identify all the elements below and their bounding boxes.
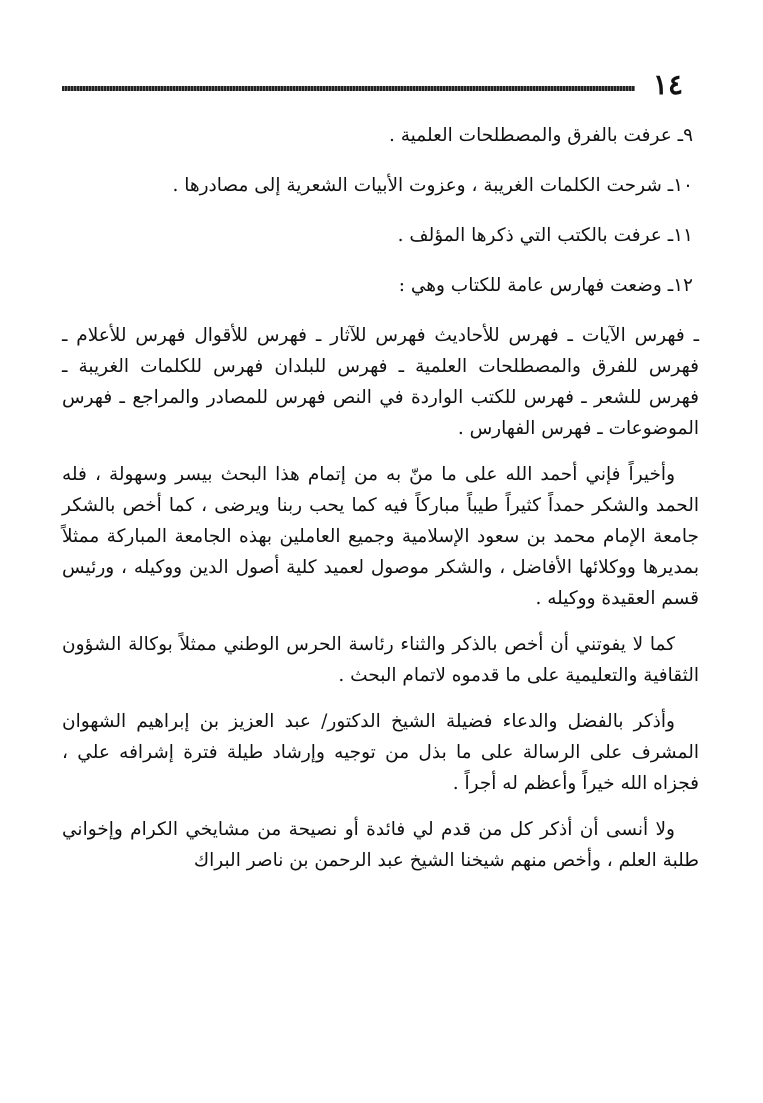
page-number: ١٤ xyxy=(652,68,683,101)
teachers-paragraph: ولا أنسى أن أذكر كل من قدم لي فائدة أو نصيحة من مشايخي الكرام وإخواني طلبة العلم ، وأخص منهم شيخنا الشيخ عبد الرحمن بن ناصر البراك xyxy=(62,819,699,871)
index-list-paragraph: ـ فهرس الآيات ـ فهرس للأحاديث فهرس للآثار ـ فهرس للأقوال فهرس للأعلام ـ فهرس للفرق والمصطلحات العلمية ـ فهرس للبلدان فهرس للكلمات الغريبة ـ فهرس للشعر ـ فهرس للكتب الواردة في النص فهرس للمصادر والمراجع ـ فهرس الموضوعات ـ فهرس الفهارس . xyxy=(62,325,699,439)
list-item: ١١ـ عرفت بالكتب التي ذكرها المؤلف . xyxy=(397,225,693,246)
list-item: ٩ـ عرفت بالفرق والمصطلحات العلمية . xyxy=(388,125,693,146)
page-body xyxy=(62,120,699,891)
list-item: ١٠ـ شرحت الكلمات الغريبة ، وعزوت الأبيات الشعرية إلى مصادرها . xyxy=(172,175,693,196)
supervisor-paragraph: وأذكر بالفضل والدعاء فضيلة الشيخ الدكتور/ عبد العزيز بن إبراهيم الشهوان المشرف على الرسالة على ما بذل من توجيه وإرشاد طيلة فترة إشرافه علي ، فجزاه الله خيراً وأعظم له أجراً . xyxy=(62,711,699,794)
national-guard-paragraph: كما لا يفوتني أن أخص بالذكر والثناء رئاسة الحرس الوطني ممثلاً بوكالة الشؤون الثقافية والتعليمية على ما قدموه لاتمام البحث . xyxy=(62,634,699,686)
header-rule xyxy=(62,86,635,91)
list-item: ١٢ـ وضعت فهارس عامة للكتاب وهي : xyxy=(398,275,693,296)
thanks-paragraph: وأخيراً فإني أحمد الله على ما منّ به من إتمام هذا البحث بيسر وسهولة ، فله الحمد والشكر حمداً كثيراً طيباً مباركاً فيه كما يحب ربنا ويرضى ، كما أخص بالشكر جامعة الإمام محمد بن سعود الإسلامية وجميع العاملين بهذه الجامعة المباركة ممثلاً بمديرها ووكلائها الأفاضل ، والشكر موصول لعميد كلية أصول الدين ووكيله ، ورئيس قسم العقيدة ووكيله . xyxy=(62,464,699,609)
